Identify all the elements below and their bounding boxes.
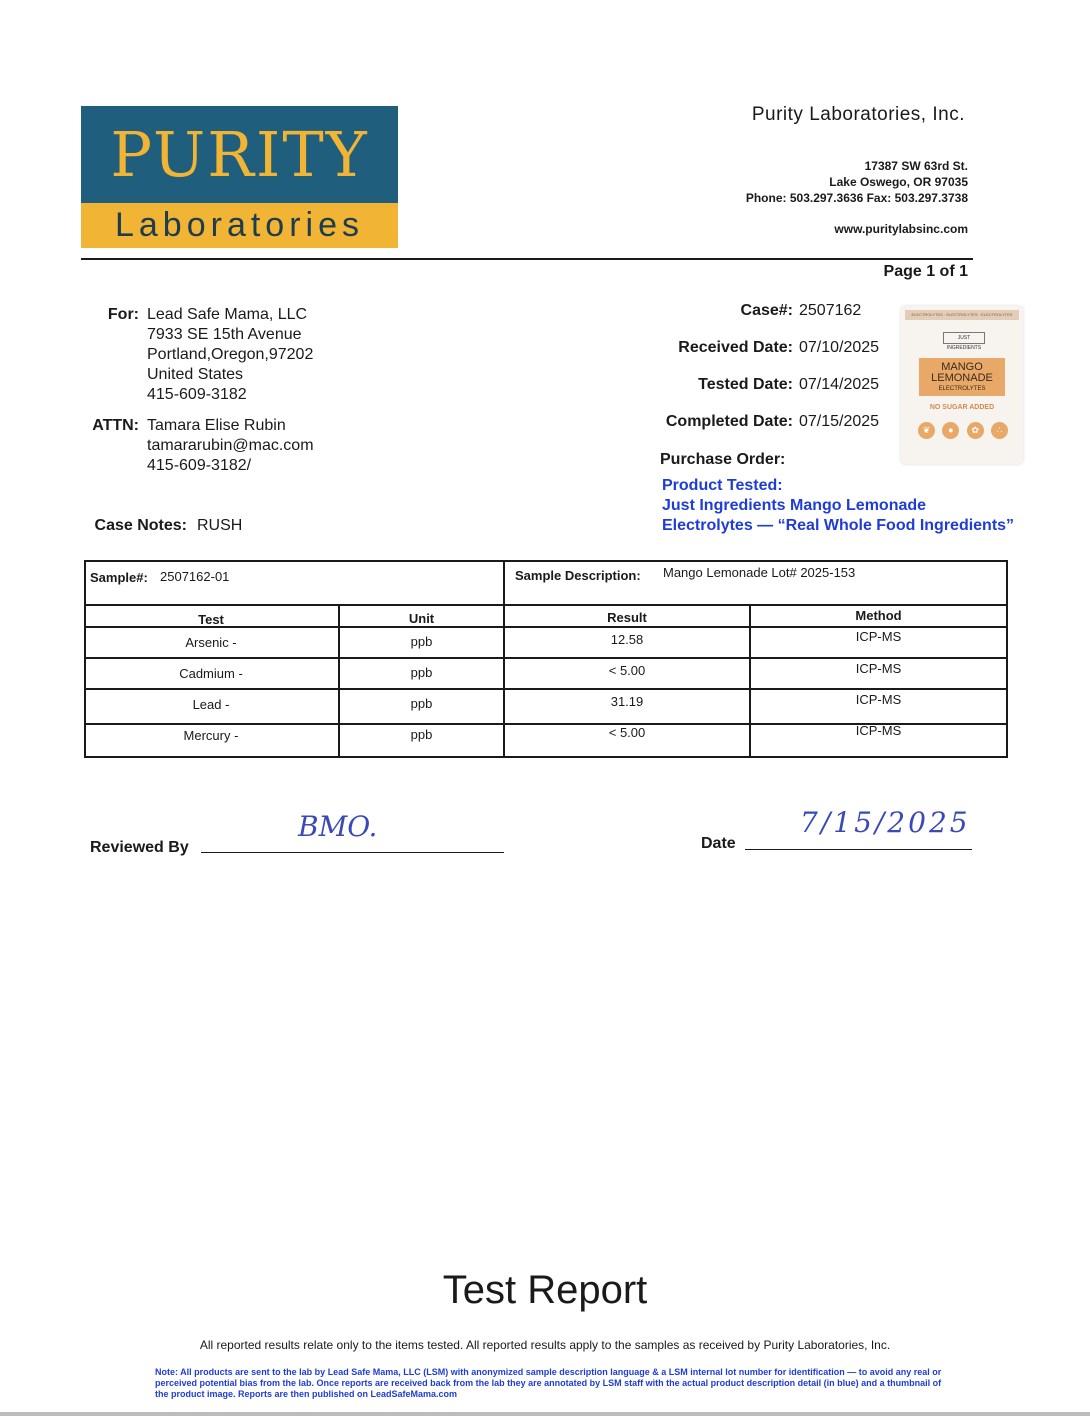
attn-line-1: Tamara Elise Rubin: [147, 417, 286, 434]
product-tested-label: Product Tested:: [662, 477, 783, 494]
col-header-method: Method: [855, 608, 902, 623]
table-border-bottom: [84, 756, 1008, 758]
for-line-5: 415-609-3182: [147, 386, 247, 403]
page-number: Page 1 of 1: [883, 263, 968, 280]
product-strip: ELECTROLYTES · ELECTROLYTES · ELECTROLYTES: [905, 310, 1019, 320]
lab-address-1: 17387 SW 63rd St.: [864, 159, 968, 173]
table-cell-unit: ppb: [410, 665, 433, 680]
for-line-3: Portland,Oregon,97202: [147, 346, 314, 363]
results-table: [84, 560, 1008, 758]
table-cell-method: ICP-MS: [855, 661, 902, 676]
dots-icon: ∴: [991, 422, 1008, 439]
product-tested-detail: Electrolytes — “Real Whole Food Ingredients”: [662, 517, 1015, 534]
lab-name: Purity Laboratories, Inc.: [751, 104, 965, 125]
product-icons: [918, 422, 1008, 439]
lab-website: www.puritylabsinc.com: [834, 222, 968, 236]
lab-address-2: Lake Oswego, OR 97035: [829, 175, 968, 189]
case-number-label: Case#:: [740, 302, 793, 319]
date-line: [745, 849, 972, 850]
table-cell-test: Mercury -: [183, 728, 239, 743]
tested-date-value: 07/14/2025: [799, 376, 880, 393]
for-line-2: 7933 SE 15th Avenue: [147, 326, 302, 343]
date-signature: 7/15/2025: [800, 806, 971, 839]
tested-date-label: Tested Date:: [698, 376, 793, 393]
product-label-band: [919, 358, 1005, 396]
case-notes-value: RUSH: [197, 517, 243, 534]
sample-description-value: Mango Lemonade Lot# 2025-153: [663, 565, 856, 580]
table-cell-result: < 5.00: [608, 663, 646, 678]
table-cell-test: Arsenic -: [185, 635, 237, 650]
product-name-3: ELECTROLYTES: [938, 386, 986, 392]
for-line-1: Lead Safe Mama, LLC: [147, 306, 308, 323]
table-cell-method: ICP-MS: [855, 629, 902, 644]
leaf-icon: ❦: [918, 422, 935, 439]
attn-line-3: 415-609-3182/: [147, 457, 252, 474]
table-cell-unit: ppb: [410, 634, 433, 649]
col-header-unit: Unit: [408, 611, 435, 626]
table-cell-result: 31.19: [610, 694, 644, 709]
reviewed-by-label: Reviewed By: [90, 839, 189, 856]
table-cell-result: 12.58: [610, 632, 644, 647]
sample-header-bottom: [84, 604, 1008, 606]
table-cell-unit: ppb: [410, 727, 433, 742]
sample-header-divider: [503, 560, 505, 606]
header-divider: [81, 258, 973, 260]
table-border-right: [1006, 560, 1008, 758]
for-line-4: United States: [147, 366, 244, 383]
table-cell-unit: ppb: [410, 696, 433, 711]
sample-id-value: 2507162-01: [160, 569, 230, 584]
reviewer-signature: BMO.: [298, 810, 378, 843]
scan-bottom-edge: [0, 1412, 1090, 1416]
disclaimer: All reported results relate only to the items tested. All reported results apply to the samples as received by Purity Laboratories, Inc.: [199, 1338, 891, 1352]
purity-logo: [81, 106, 398, 248]
sample-description-label: Sample Description:: [515, 568, 641, 583]
completed-date-label: Completed Date:: [665, 413, 793, 430]
product-tested-name: Just Ingredients Mango Lemonade: [662, 497, 927, 514]
drop-icon: ●: [942, 422, 959, 439]
case-notes-label: Case Notes:: [94, 517, 187, 534]
product-claim: NO SUGAR ADDED: [929, 404, 995, 411]
purchase-order-label: Purchase Order:: [660, 451, 786, 468]
product-name-2: LEMONADE: [931, 372, 993, 384]
table-cell-result: < 5.00: [608, 725, 646, 740]
table-cell-test: Cadmium -: [179, 666, 243, 681]
logo-subtitle: Laboratories: [114, 206, 364, 244]
product-name-1: MANGO: [941, 361, 983, 373]
for-label: For:: [107, 306, 139, 323]
lab-phone-fax: Phone: 503.297.3636 Fax: 503.297.3738: [745, 191, 968, 205]
attn-label: ATTN:: [92, 417, 139, 434]
received-date-label: Received Date:: [678, 339, 793, 356]
col-header-result: Result: [607, 610, 647, 625]
sprout-icon: ✿: [967, 422, 984, 439]
table-cell-test: Lead -: [192, 697, 230, 712]
sample-id-label: Sample#:: [90, 570, 148, 585]
reviewed-by-line: [201, 852, 504, 853]
attn-line-2: tamararubin@mac.com: [147, 437, 314, 454]
received-date-value: 07/10/2025: [799, 339, 880, 356]
row-line-2: [84, 688, 1008, 690]
product-brand: JUST INGREDIENTS: [943, 332, 985, 344]
report-title: Test Report: [442, 1268, 648, 1312]
lsm-note: Note: All products are sent to the lab by Lead Safe Mama, LLC (LSM) with anonymized sample description language & a LSM internal lot number for identification — to avoid any real or perceived potential bias from the lab. Once reports are received back from the lab they are annotated by LSM staff with the actual product description detail (in blue) and a thumbnail of the product image. Reports are then published on LeadSafeMama.com: [155, 1367, 942, 1399]
product-thumbnail: [901, 306, 1023, 464]
case-number-value: 2507162: [799, 302, 862, 319]
completed-date-value: 07/15/2025: [799, 413, 880, 430]
logo-wordmark: PURITY: [110, 118, 369, 191]
table-cell-method: ICP-MS: [855, 723, 902, 738]
table-cell-method: ICP-MS: [855, 692, 902, 707]
table-border-top: [84, 560, 1008, 562]
date-label: Date: [701, 835, 736, 852]
col-header-test: Test: [198, 612, 224, 627]
row-line-1: [84, 657, 1008, 659]
